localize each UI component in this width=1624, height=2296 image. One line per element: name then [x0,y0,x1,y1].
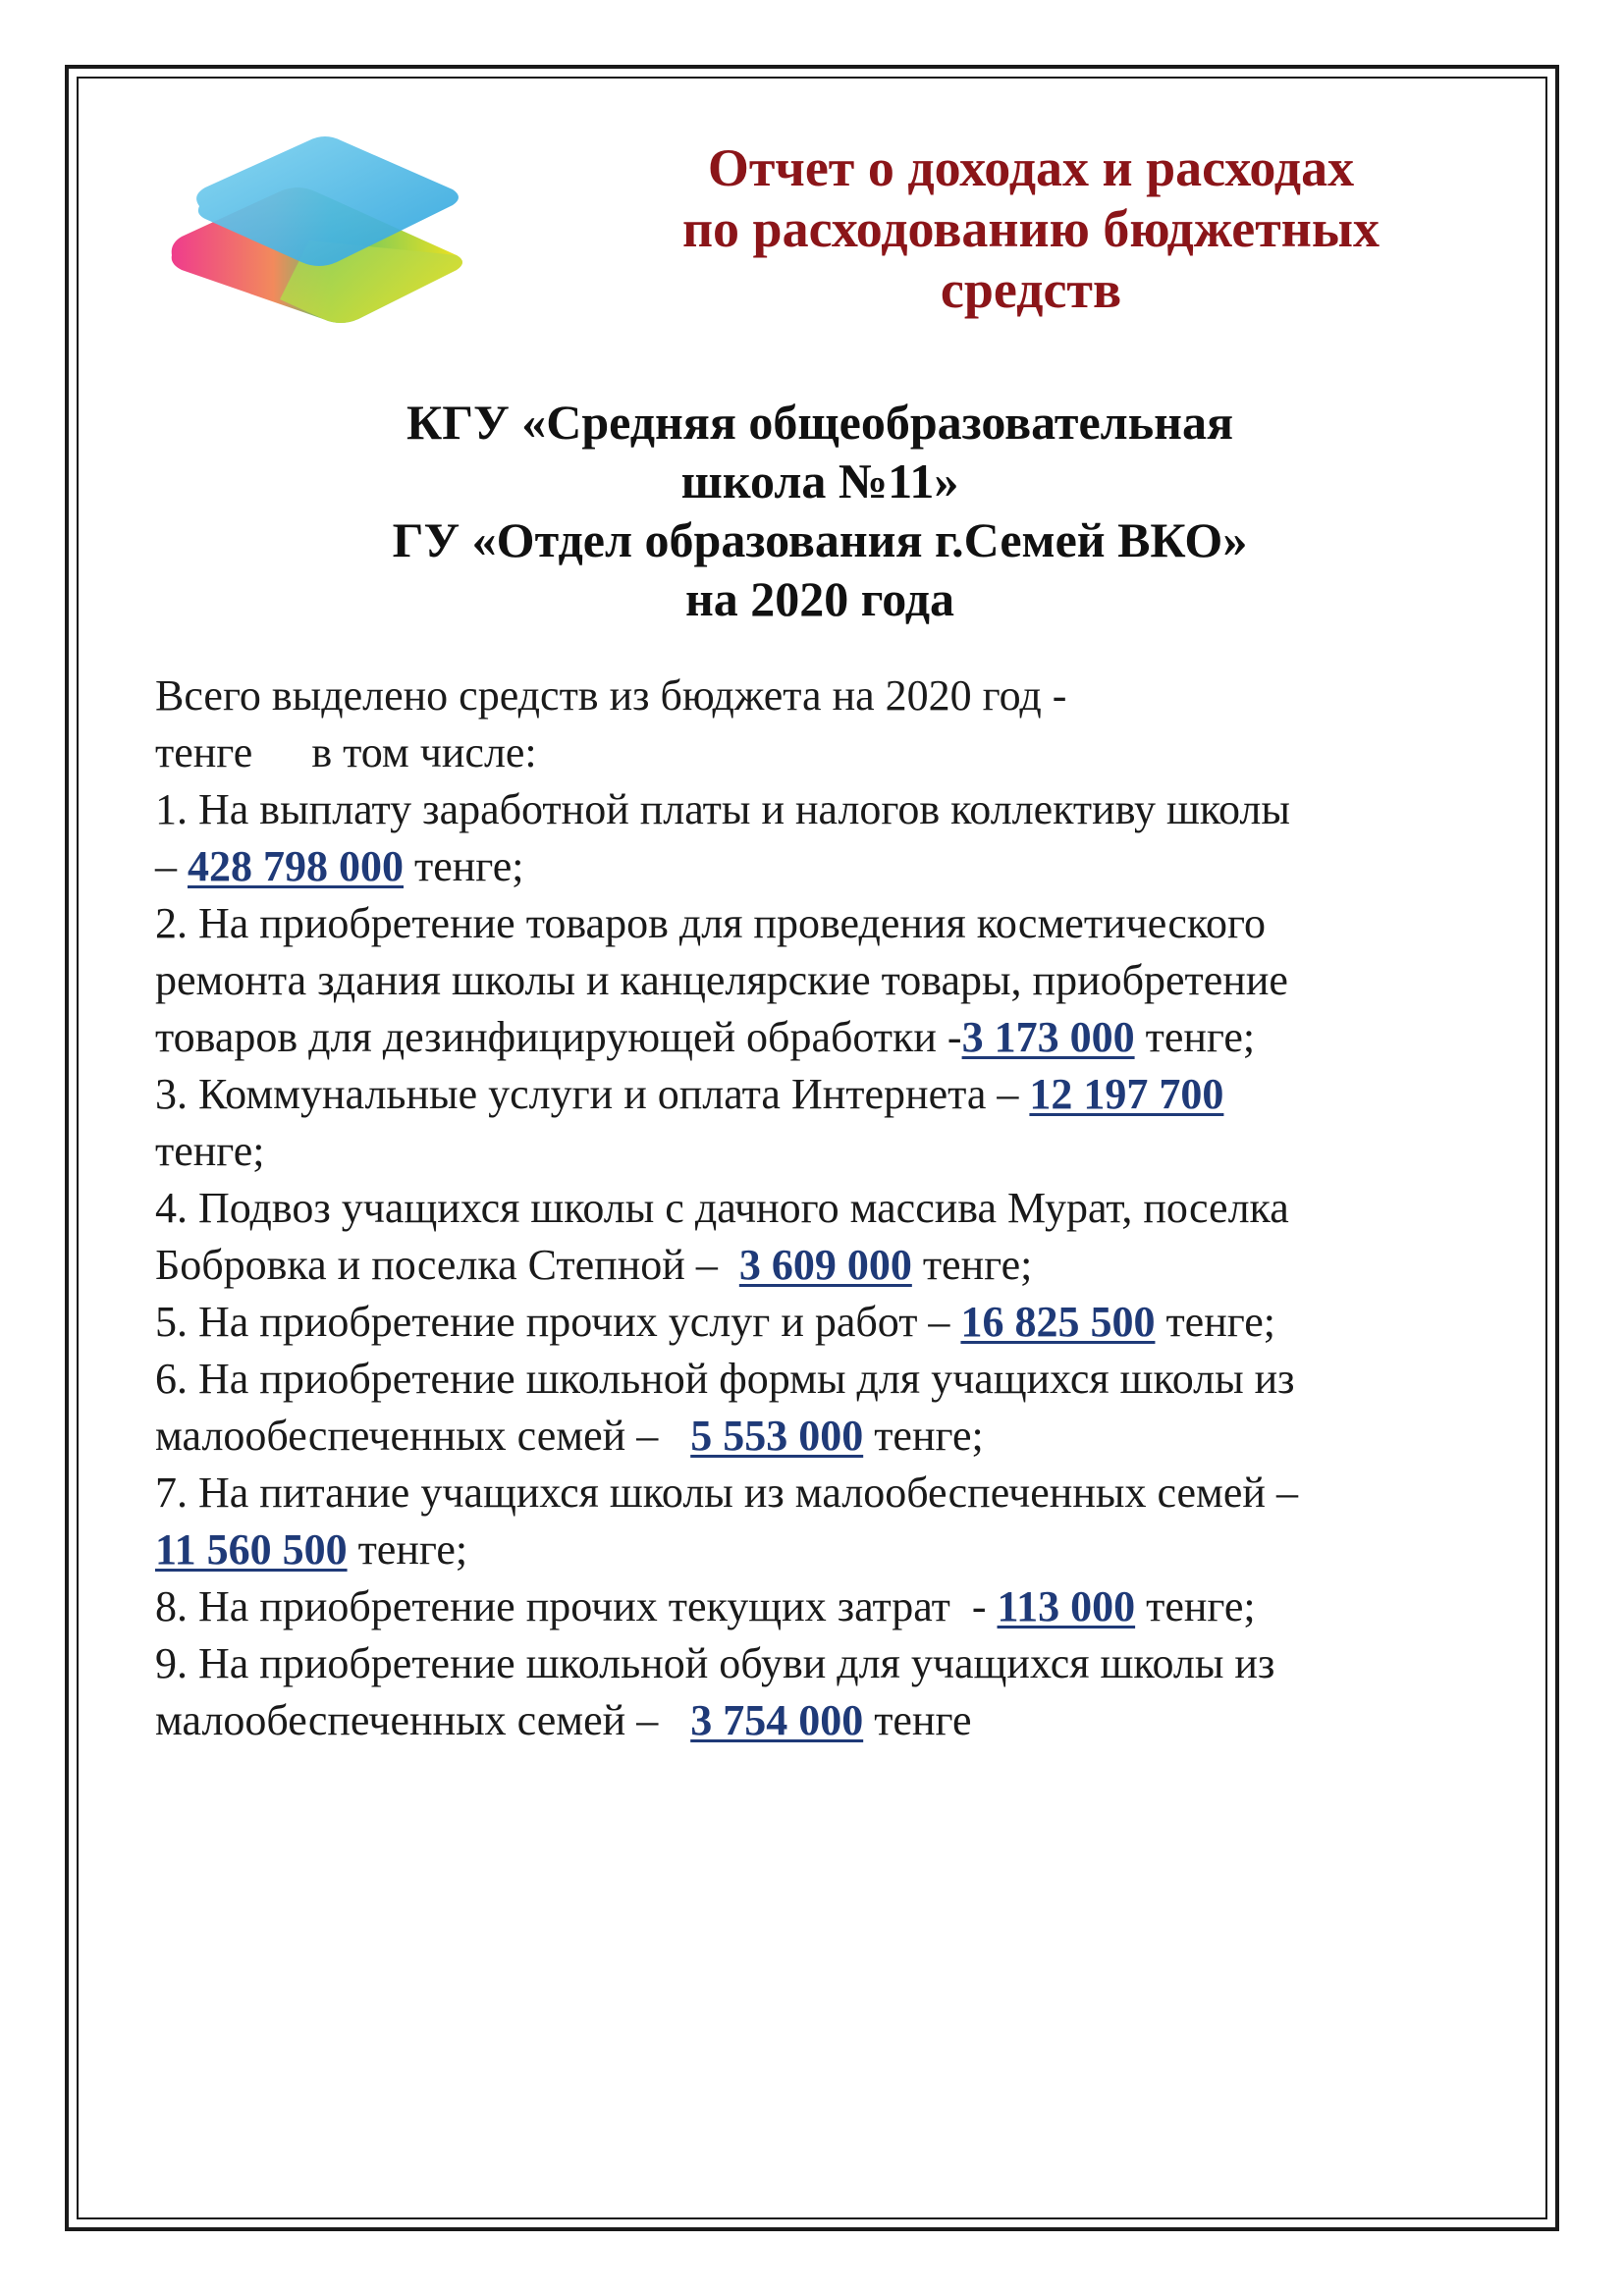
item-5-amount: 16 825 500 [960,1298,1156,1346]
item-9-prefix: малообеспеченных семей – [155,1696,691,1744]
item-5-suffix: тенге; [1155,1298,1275,1346]
item-1-amount-line [155,838,1520,895]
item-4-prefix: Бобровка и поселка Степной – [155,1241,739,1289]
intro-currency: тенге [155,728,253,776]
item-2-amount: 3 173 000 [961,1013,1135,1061]
item-5-prefix: 5. На приобретение прочих услуг и работ – [155,1298,961,1346]
item-1-prefix: – [155,842,188,890]
item-7-amount-line [155,1522,1520,1578]
item-4-amount-line [155,1237,1520,1294]
item-9-text: 9. На приобретение школьной обуви для учащихся школы из [155,1639,1275,1687]
report-title-line: по расходованию бюджетных [681,199,1380,258]
intro-line: Всего выделено средств из бюджета на 2020 год - [155,671,1067,720]
item-1-suffix: тенге; [404,842,524,890]
organization-line: КГУ «Средняя общеобразовательная [406,395,1233,450]
organization-heading [196,393,1443,628]
item-6-text: 6. На приобретение школьной формы для учащихся школы из [155,1355,1295,1403]
item-3-amount-line [155,1066,1520,1123]
item-4-text: 4. Подвоз учащихся школы с дачного массива Мурат, поселка [155,1184,1289,1232]
item-3-amount: 12 197 700 [1029,1070,1224,1118]
item-8-amount-line [155,1578,1520,1635]
organization-line: школа №11» [680,454,959,508]
item-6-amount-line [155,1408,1520,1465]
item-8-prefix: 8. На приобретение прочих текущих затрат - [155,1582,998,1630]
item-7-text: 7. На питание учащихся школы из малообеспеченных семей – [155,1468,1298,1517]
item-4-suffix: тенге; [911,1241,1033,1289]
item-2-suffix: тенге; [1134,1013,1256,1061]
item-8-suffix: тенге; [1135,1582,1256,1630]
layered-diamond-logo-icon [162,133,476,339]
intro-including: в том числе: [311,728,537,776]
report-title [550,137,1512,320]
item-7-suffix: тенге; [347,1525,468,1574]
report-title-line: Отчет о доходах и расходах [707,138,1355,197]
item-4-amount: 3 609 000 [738,1241,912,1289]
item-6-suffix: тенге; [863,1412,984,1460]
item-2-amount-line [155,1009,1520,1066]
item-1-amount: 428 798 000 [188,842,404,890]
organization-line: ГУ «Отдел образования г.Семей ВКО» [392,512,1248,567]
item-7-amount: 11 560 500 [155,1525,348,1574]
intro-line [155,724,1520,781]
item-9-suffix: тенге [863,1696,972,1744]
item-6-amount: 5 553 000 [690,1412,864,1460]
organization-year: на 2020 года [684,571,955,626]
item-2-prefix: товаров для дезинфицирующей обработки - [155,1013,962,1061]
item-3-suffix: тенге; [155,1127,265,1175]
item-2-text: 2. На приобретение товаров для проведения косметического [155,899,1266,947]
budget-report-body [155,667,1520,1749]
item-8-amount: 113 000 [997,1582,1136,1630]
item-9-amount-line [155,1692,1520,1749]
item-9-amount: 3 754 000 [690,1696,864,1744]
item-1-text: 1. На выплату заработной платы и налогов коллективу школы [155,785,1290,833]
item-2-text: ремонта здания школы и канцелярские товары, приобретение [155,956,1288,1004]
report-title-line: средств [940,260,1122,319]
item-5-amount-line [155,1294,1520,1351]
item-3-prefix: 3. Коммунальные услуги и оплата Интернета – [155,1070,1030,1118]
item-6-prefix: малообеспеченных семей – [155,1412,691,1460]
